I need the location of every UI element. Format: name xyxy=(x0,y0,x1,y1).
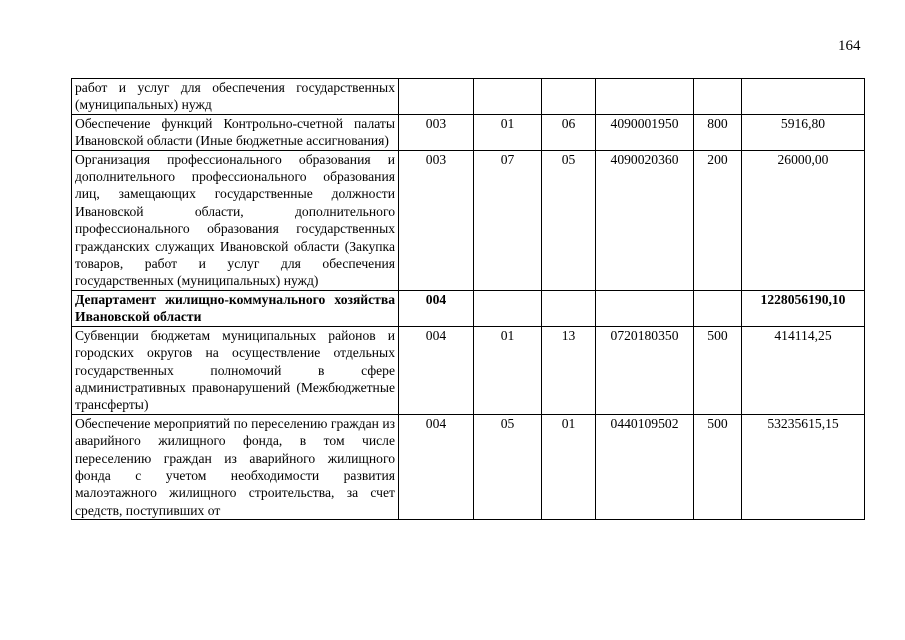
cell-section xyxy=(474,79,542,115)
cell-section: 01 xyxy=(474,326,542,414)
cell-section: 01 xyxy=(474,114,542,150)
cell-name: работ и услуг для обеспечения государственных (муниципальных) нужд xyxy=(72,79,399,115)
cell-admin-code: 004 xyxy=(399,290,474,326)
table-row xyxy=(72,79,865,115)
cell-admin-code: 004 xyxy=(399,414,474,519)
table-body xyxy=(72,79,865,520)
cell-subsection xyxy=(542,290,596,326)
cell-target-article: 0720180350 xyxy=(596,326,694,414)
cell-section xyxy=(474,290,542,326)
cell-expense-type xyxy=(694,290,742,326)
table-row xyxy=(72,290,865,326)
cell-expense-type xyxy=(694,79,742,115)
cell-name: Департамент жилищно-коммунального хозяйства Ивановской области xyxy=(72,290,399,326)
cell-amount: 26000,00 xyxy=(742,150,865,290)
cell-target-article xyxy=(596,290,694,326)
cell-amount: 1228056190,10 xyxy=(742,290,865,326)
cell-amount xyxy=(742,79,865,115)
cell-section: 07 xyxy=(474,150,542,290)
cell-amount: 414114,25 xyxy=(742,326,865,414)
cell-subsection: 01 xyxy=(542,414,596,519)
table-row xyxy=(72,150,865,290)
cell-amount: 53235615,15 xyxy=(742,414,865,519)
cell-target-article: 0440109502 xyxy=(596,414,694,519)
cell-expense-type: 500 xyxy=(694,414,742,519)
cell-subsection xyxy=(542,79,596,115)
cell-name: Обеспечение мероприятий по переселению граждан из аварийного жилищного фонда, в том числе переселению граждан из аварийного жилищного фонда с учетом необходимости развития малоэтажного жилищного строительства, за счет средств, поступивших от xyxy=(72,414,399,519)
table-row xyxy=(72,326,865,414)
table-row xyxy=(72,114,865,150)
cell-admin-code: 004 xyxy=(399,326,474,414)
cell-expense-type: 800 xyxy=(694,114,742,150)
budget-table xyxy=(71,78,865,520)
cell-expense-type: 200 xyxy=(694,150,742,290)
page-number: 164 xyxy=(838,38,861,54)
cell-subsection: 06 xyxy=(542,114,596,150)
cell-target-article: 4090020360 xyxy=(596,150,694,290)
cell-admin-code xyxy=(399,79,474,115)
cell-target-article: 4090001950 xyxy=(596,114,694,150)
cell-name: Организация профессионального образования и дополнительного профессионального образования лиц, замещающих государственные должности Ивановской области, дополнительного профессионального образования государственных гражданских служащих Ивановской области (Закупка товаров, работ и услуг для обеспечения государственных (муниципальных) нужд) xyxy=(72,150,399,290)
cell-target-article xyxy=(596,79,694,115)
cell-admin-code: 003 xyxy=(399,150,474,290)
cell-subsection: 05 xyxy=(542,150,596,290)
table-row xyxy=(72,414,865,519)
cell-admin-code: 003 xyxy=(399,114,474,150)
cell-name: Субвенции бюджетам муниципальных районов и городских округов на осуществление отдельных государственных полномочий в сфере административных правонарушений (Межбюджетные трансферты) xyxy=(72,326,399,414)
cell-subsection: 13 xyxy=(542,326,596,414)
cell-expense-type: 500 xyxy=(694,326,742,414)
cell-amount: 5916,80 xyxy=(742,114,865,150)
cell-name: Обеспечение функций Контрольно-счетной палаты Ивановской области (Иные бюджетные ассигнования) xyxy=(72,114,399,150)
cell-section: 05 xyxy=(474,414,542,519)
